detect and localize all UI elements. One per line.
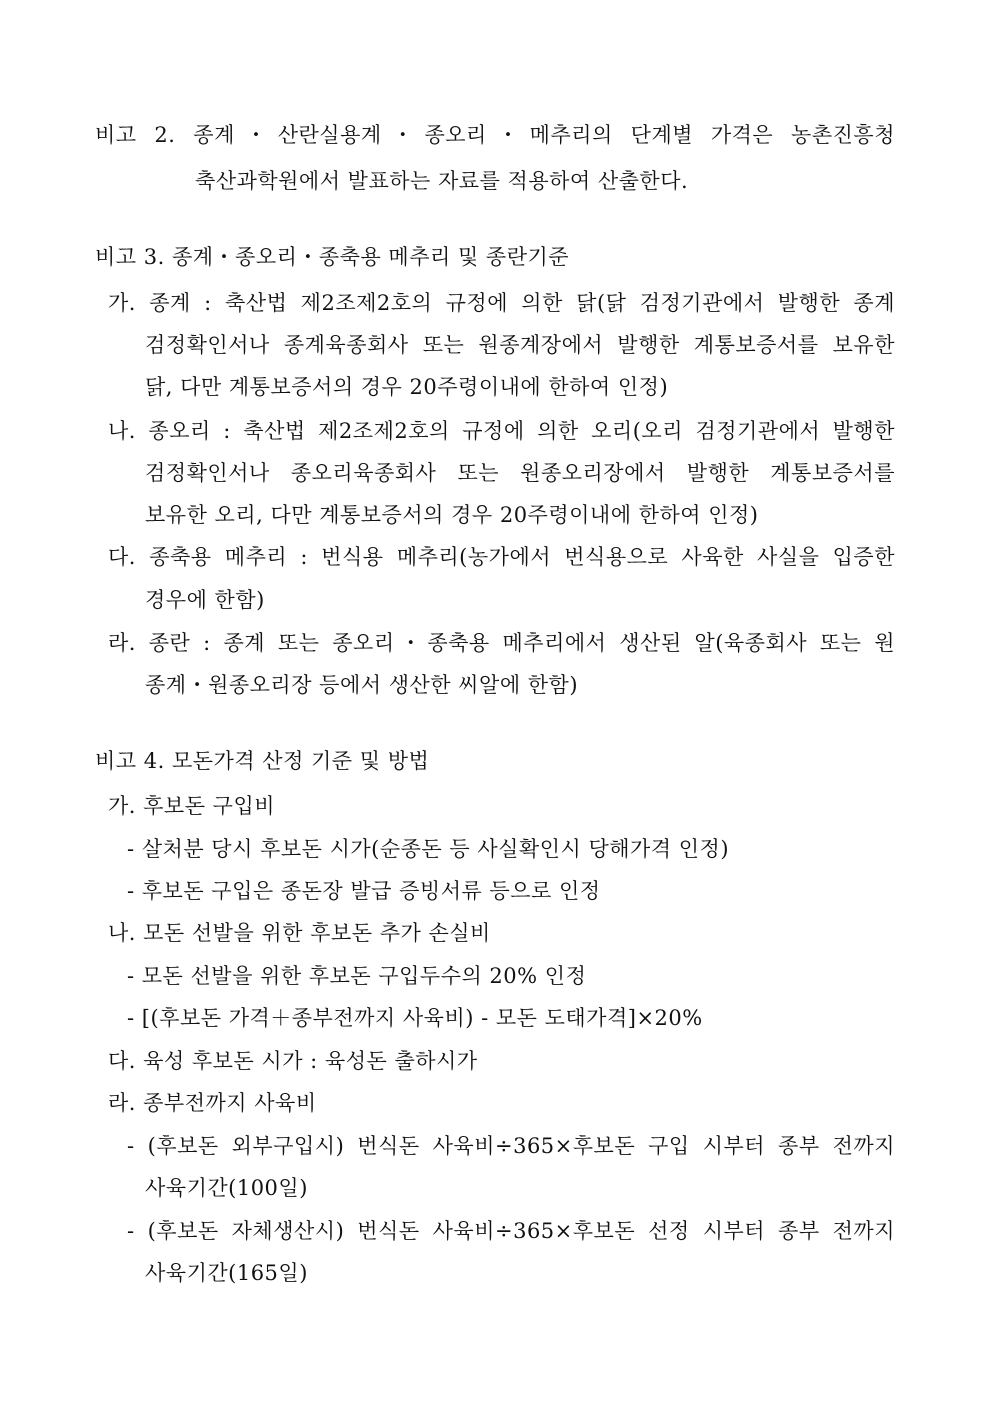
note3-ra-line2: 종계・원종오리장 등에서 생산한 씨알에 한함) [145,673,579,697]
note3-heading: 비고 3. 종계・종오리・종축용 메추리 및 종란기준 [95,245,570,269]
note4-na: 나. 모돈 선발을 위한 후보돈 추가 손실비 [108,921,491,945]
note3-ra-line1: 라. 종란 : 종계 또는 종오리・종축용 메추리에서 생산된 알(육종회사 또는 원 [108,631,895,655]
note4-ra: 라. 종부전까지 사육비 [108,1091,317,1115]
note4-na-item1: - 모돈 선발을 위한 후보돈 구입두수의 20% 인정 [127,964,587,988]
note4-ra-item1-line2: 사육기간(100일) [145,1176,308,1200]
note4-ga-item2: - 후보돈 구입은 종돈장 발급 증빙서류 등으로 인정 [127,879,601,903]
note3-ga-line2: 검정확인서나 종계육종회사 또는 원종계장에서 발행한 계통보증서를 보유한 [145,333,895,357]
note3-na-line3: 보유한 오리, 다만 계통보증서의 경우 20주령이내에 한하여 인정) [145,503,759,527]
note3-ga-line3: 닭, 다만 계통보증서의 경우 20주령이내에 한하여 인정) [145,375,669,399]
note4-ra-item2-line2: 사육기간(165일) [145,1261,308,1285]
note3-da-line2: 경우에 한함) [145,588,265,612]
note2-line1: 비고 2. 종계・산란실용계・종오리・메추리의 단계별 가격은 농촌진흥청 [95,123,895,147]
note3-da-line1: 다. 종축용 메추리 : 번식용 메추리(농가에서 번식용으로 사육한 사실을 입증한 [108,545,895,569]
note3-na-line2: 검정확인서나 종오리육종회사 또는 원종오리장에서 발행한 계통보증서를 [145,461,895,485]
note4-ga-item1: - 살처분 당시 후보돈 시가(순종돈 등 사실확인시 당해가격 인정) [127,837,730,861]
note4-ga: 가. 후보돈 구입비 [108,794,276,818]
note3-na-line1: 나. 종오리 : 축산법 제2조제2호의 규정에 의한 오리(오리 검정기관에서 발행한 [108,419,895,443]
note3-ga-line1: 가. 종계 : 축산법 제2조제2호의 규정에 의한 닭(닭 검정기관에서 발행한 종계 [108,291,895,315]
note4-heading: 비고 4. 모돈가격 산정 기준 및 방법 [95,749,430,773]
note4-ra-item2-line1: - (후보돈 자체생산시) 번식돈 사육비÷365×후보돈 선정 시부터 종부 전까지 [127,1219,895,1243]
note4-ra-item1-line1: - (후보돈 외부구입시) 번식돈 사육비÷365×후보돈 구입 시부터 종부 전까지 [127,1134,895,1158]
note4-na-item2: - [(후보돈 가격＋종부전까지 사육비) - 모돈 도태가격]×20% [127,1006,703,1030]
note2-line2: 축산과학원에서 발표하는 자료를 적용하여 산출한다. [195,169,689,193]
note4-da: 다. 육성 후보돈 시가 : 육성돈 출하시가 [108,1049,478,1073]
